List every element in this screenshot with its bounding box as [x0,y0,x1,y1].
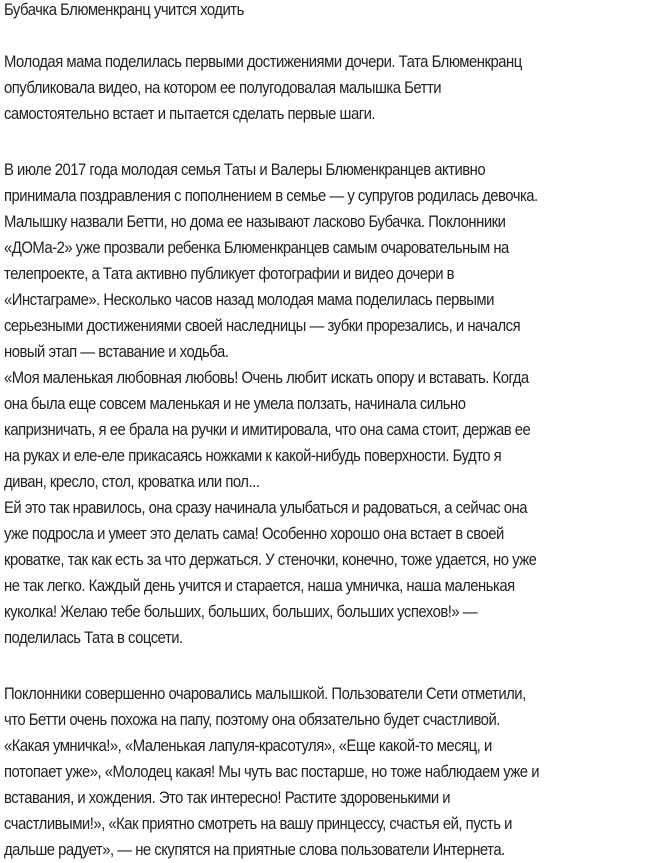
spacer [4,127,670,157]
quote-line: капризничать, я ее брала на ручки и имитировала, что она сама стоит, держав ее [4,421,531,439]
text-line: самостоятельно встает и пытается сделать первые шаги. [4,105,376,123]
quote-line: «Моя маленькая любовная любовь! Очень любит искать опору и вставать. Когда [4,369,529,387]
text-line: Поклонники совершенно очаровались малышкой. Пользователи Сети отметили, [4,685,526,703]
spacer [4,651,670,681]
text-line: принимала поздравления с пополнением в семье — у супругов родилась девочка. [4,187,538,205]
text-line: дальше радует», — не скупятся на приятные слова пользователи Интернета. [4,841,505,859]
text-line: серьезными достижениями своей наследницы — зубки прорезались, и начался [4,317,521,335]
text-line: что Бетти очень похожа на папу, поэтому она обязательно будет счастливой. [4,711,500,729]
text-line: «ДОМа-2» уже прозвали ребенка Блюменкранцев самым очаровательным на [4,239,509,257]
spacer [4,23,670,49]
paragraph-body [4,157,670,651]
quote-line: на руках и еле-еле прикасаясь ножками к какой-нибудь поверхности. Будто я [4,447,502,465]
text-line: «Инстаграме». Несколько часов назад молодая мама поделилась первыми [4,291,494,309]
quote-line: уже подросла и умеет это делать сама! Особенно хорошо она встает в своей [4,525,504,543]
paragraph-intro [4,49,670,127]
quote-line: кроватке, так как есть за что держаться. У стеночки, конечно, тоже удается, но уже [4,551,537,569]
text-line: телепроекте, а Тата активно публикует фотографии и видео дочери в [4,265,455,283]
quote-line: Ей это так нравилось, она сразу начинала улыбаться и радоваться, а сейчас она [4,499,527,517]
quote-line: куколка! Желаю тебе больших, больших, больших, больших успехов!» — [4,603,478,621]
text-line: В июле 2017 года молодая семья Таты и Валеры Блюменкранцев активно [4,161,486,179]
quote-line: она была еще совсем маленькая и не умела ползать, начинала сильно [4,395,466,413]
text-line: вставания, и хождения. Это так интересно! Растите здоровенькими и [4,789,451,807]
text-line: новый этап — вставание и ходьба. [4,343,229,361]
text-line: потопает уже», «Молодец какая! Мы чуть вас постарше, но тоже наблюдаем уже и [4,763,540,781]
text-line: поделилась Тата в соцсети. [4,629,183,647]
text-line: Малышку назвали Бетти, но дома ее называют ласково Бубачка. Поклонники [4,213,506,231]
text-line: «Какая умничка!», «Маленькая лапуля-красотуля», «Еще какой-то месяц, и [4,737,492,755]
text-line: счастливыми!», «Как приятно смотреть на вашу принцессу, счастья ей, пусть и [4,815,512,833]
text-line: опубликовала видео, на котором ее полугодовалая малышка Бетти [4,79,442,97]
article-title: Бубачка Блюменкранц учится ходить [4,1,244,19]
text-line: Молодая мама поделилась первыми достижениями дочери. Тата Блюменкранц [4,53,522,71]
quote-line: не так легко. Каждый день учится и старается, наша умничка, наша маленькая [4,577,515,595]
paragraph-reactions [4,681,670,863]
quote-line: диван, кресло, стол, кроватка или пол... [4,473,260,491]
